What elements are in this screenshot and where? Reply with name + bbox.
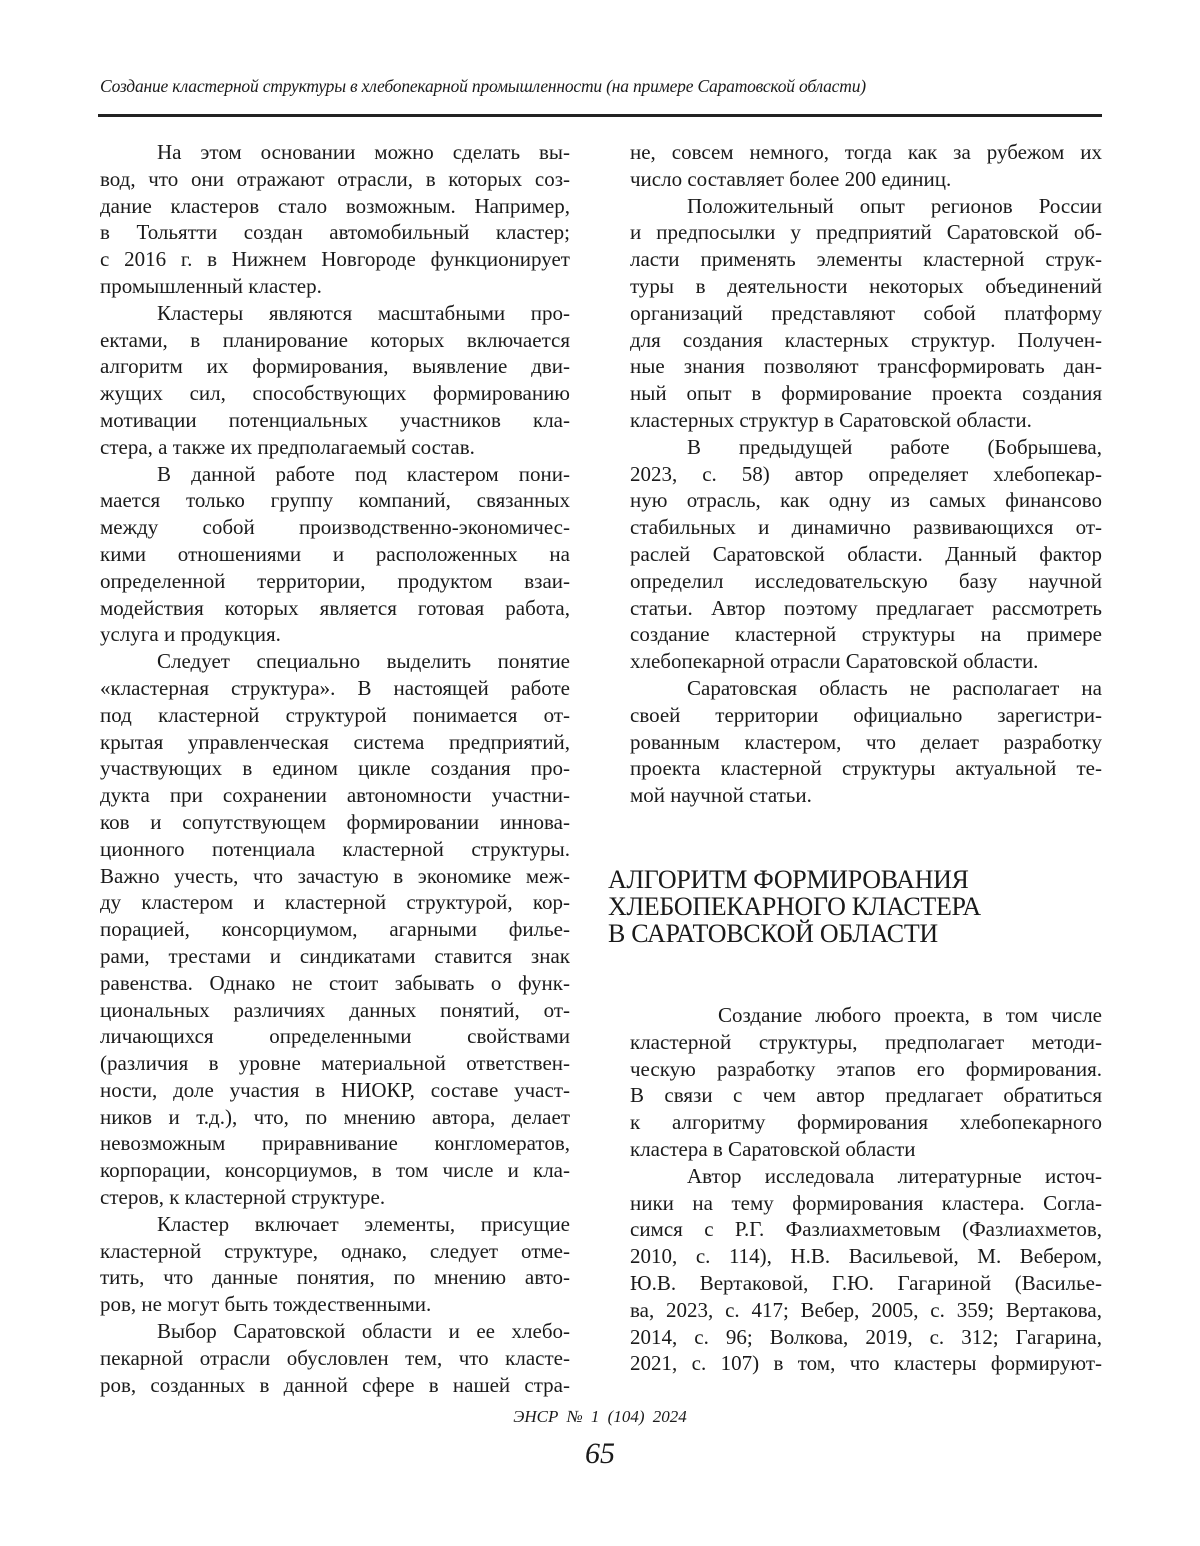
text-line: стабильных и динамично развивающихся от- (630, 514, 1102, 541)
text-line: В связи с чем автор предлагает обратиться (630, 1082, 1102, 1109)
text-line: Ю.В. Вертаковой, Г.Ю. Гагариной (Василье- (630, 1270, 1102, 1297)
text-line: для создания кластерных структур. Получен- (630, 327, 1102, 354)
text-line: в Тольятти создан автомобильный кластер; (100, 219, 570, 246)
text-line: ектами, в планирование которых включается (100, 327, 570, 354)
text-line: невозможным приравнивание конгломератов, (100, 1130, 570, 1157)
text-line: с 2016 г. в Нижнем Новгороде функционирует (100, 246, 570, 273)
text-line: ров, не могут быть тождественными. (100, 1291, 570, 1318)
paragraph (100, 648, 570, 1211)
text-line: Саратовская область не располагает на (630, 675, 1102, 702)
text-line: ную отрасль, как одну из самых финансово (630, 487, 1102, 514)
text-line: кими отношениями и расположенных на (100, 541, 570, 568)
section-heading (608, 866, 981, 947)
text-line: вод, что они отражают отрасли, в которых соз- (100, 166, 570, 193)
text-line: участвующих в едином цикле создания про- (100, 755, 570, 782)
text-line: 2014, с. 96; Волкова, 2019, с. 312; Гагарина, (630, 1324, 1102, 1351)
running-head: Создание кластерной структуры в хлебопекарной промышленности (на примере Саратовской области) (100, 76, 1100, 97)
text-line: и предпосылки у предприятий Саратовской об- (630, 219, 1102, 246)
paragraph (100, 139, 570, 300)
text-line: промышленный кластер. (100, 273, 570, 300)
text-line: жущих сил, способствующих формированию (100, 380, 570, 407)
text-line: Положительный опыт регионов России (630, 193, 1102, 220)
paragraph (630, 675, 1102, 809)
section-heading-line: АЛГОРИТМ ФОРМИРОВАНИЯ (608, 866, 981, 893)
text-line: туры в деятельности некоторых объединений (630, 273, 1102, 300)
text-line: пекарной отрасли обусловлен тем, что класте- (100, 1345, 570, 1372)
text-line: создание кластерной структуры на примере (630, 621, 1102, 648)
right-column-bottom (630, 1002, 1102, 1377)
text-line: Важно учесть, что зачастую в экономике меж- (100, 863, 570, 890)
text-line: В данной работе под кластером пони- (100, 461, 570, 488)
text-line: Кластер включает элементы, присущие (100, 1211, 570, 1238)
text-line: ду кластером и кластерной структурой, кор- (100, 889, 570, 916)
text-line: определенной территории, продуктом взаи- (100, 568, 570, 595)
text-line: ческую разработку этапов его формирования. (630, 1056, 1102, 1083)
header-rule (98, 114, 1102, 117)
text-line: 2010, с. 114), Н.В. Васильевой, М. Вебером, (630, 1243, 1102, 1270)
paragraph (100, 461, 570, 649)
text-line: мается только группу компаний, связанных (100, 487, 570, 514)
text-line: услуга и продукция. (100, 621, 570, 648)
text-line: циональных различиях данных понятий, от- (100, 997, 570, 1024)
text-line: кластера в Саратовской области (630, 1136, 1102, 1163)
left-column (100, 139, 570, 1398)
text-line: Автор исследовала литературные источ- (630, 1163, 1102, 1190)
text-line: кластерной структуры, предполагает методи- (630, 1029, 1102, 1056)
text-line: 2021, с. 107) в том, что кластеры формируют- (630, 1350, 1102, 1377)
text-line: симся с Р.Г. Фазлиахметовым (Фазлиахметов, (630, 1216, 1102, 1243)
text-line: равенства. Однако не стоит забывать о функ- (100, 970, 570, 997)
text-line: ности, доле участия в НИОКР, составе участ- (100, 1077, 570, 1104)
page-number: 65 (0, 1437, 1200, 1471)
section-heading-line: В САРАТОВСКОЙ ОБЛАСТИ (608, 920, 981, 947)
paragraph (100, 1318, 570, 1398)
text-line: ные знания позволяют трансформировать дан- (630, 353, 1102, 380)
text-line: (различия в уровне материальной ответствен- (100, 1050, 570, 1077)
text-line: хлебопекарной отрасли Саратовской области. (630, 648, 1102, 675)
paragraph (100, 1211, 570, 1318)
text-line: Выбор Саратовской области и ее хлебо- (100, 1318, 570, 1345)
text-line: определил исследовательскую базу научной (630, 568, 1102, 595)
text-line: дание кластеров стало возможным. Например, (100, 193, 570, 220)
text-line: ный опыт в формирование проекта создания (630, 380, 1102, 407)
text-line: рами, трестами и синдикатами ставится знак (100, 943, 570, 970)
text-line: «кластерная структура». В настоящей работе (100, 675, 570, 702)
text-line: Следует специально выделить понятие (100, 648, 570, 675)
text-line: корпорации, консорциумов, в том числе и кла- (100, 1157, 570, 1184)
text-line: между собой производственно-экономичес- (100, 514, 570, 541)
text-line: кластерной структуре, однако, следует отме- (100, 1238, 570, 1265)
text-line: На этом основании можно сделать вы- (100, 139, 570, 166)
text-line: тить, что данные понятия, по мнению авто- (100, 1264, 570, 1291)
text-line: личающихся определенными свойствами (100, 1023, 570, 1050)
text-line: стеров, к кластерной структуре. (100, 1184, 570, 1211)
text-line: Создание любого проекта, в том числе (630, 1002, 1102, 1029)
text-line: к алгоритму формирования хлебопекарного (630, 1109, 1102, 1136)
text-line: статьи. Автор поэтому предлагает рассмотреть (630, 595, 1102, 622)
paragraph (630, 1163, 1102, 1377)
paragraph (100, 300, 570, 461)
right-column-top (630, 139, 1102, 809)
paragraph (630, 139, 1102, 193)
text-line: алгоритм их формирования, выявление дви- (100, 353, 570, 380)
text-line: ков и сопутствующем формировании иннова- (100, 809, 570, 836)
text-line: не, совсем немного, тогда как за рубежом их (630, 139, 1102, 166)
journal-issue: ЭНСР № 1 (104) 2024 (0, 1407, 1200, 1427)
text-line: раслей Саратовской области. Данный фактор (630, 541, 1102, 568)
text-line: дукта при сохранении автономности участни- (100, 782, 570, 809)
text-line: 2023, с. 58) автор определяет хлебопекар- (630, 461, 1102, 488)
text-line: модействия которых является готовая работа, (100, 595, 570, 622)
text-line: ники на тему формирования кластера. Согла- (630, 1190, 1102, 1217)
section-heading-line: ХЛЕБОПЕКАРНОГО КЛАСТЕРА (608, 893, 981, 920)
text-line: под кластерной структурой понимается от- (100, 702, 570, 729)
text-line: стера, а также их предполагаемый состав. (100, 434, 570, 461)
paragraph (630, 1002, 1102, 1163)
text-line: ционного потенциала кластерной структуры. (100, 836, 570, 863)
text-line: организаций представляют собой платформу (630, 300, 1102, 327)
text-line: мотивации потенциальных участников кла- (100, 407, 570, 434)
text-line: рованным кластером, что делает разработку (630, 729, 1102, 756)
text-line: своей территории официально зарегистри- (630, 702, 1102, 729)
text-line: мой научной статьи. (630, 782, 1102, 809)
text-line: ников и т.д.), что, по мнению автора, делает (100, 1104, 570, 1131)
text-line: В предыдущей работе (Бобрышева, (630, 434, 1102, 461)
text-line: Кластеры являются масштабными про- (100, 300, 570, 327)
text-line: порацией, консорциумом, агарными филье- (100, 916, 570, 943)
text-line: ласти применять элементы кластерной струк- (630, 246, 1102, 273)
paragraph (630, 193, 1102, 434)
text-line: ва, 2023, с. 417; Вебер, 2005, с. 359; Вертакова, (630, 1297, 1102, 1324)
text-line: крытая управленческая система предприятий, (100, 729, 570, 756)
text-line: ров, созданных в данной сфере в нашей стра- (100, 1372, 570, 1399)
text-line: проекта кластерной структуры актуальной те- (630, 755, 1102, 782)
paragraph (630, 434, 1102, 675)
text-line: кластерных структур в Саратовской области. (630, 407, 1102, 434)
text-line: число составляет более 200 единиц. (630, 166, 1102, 193)
